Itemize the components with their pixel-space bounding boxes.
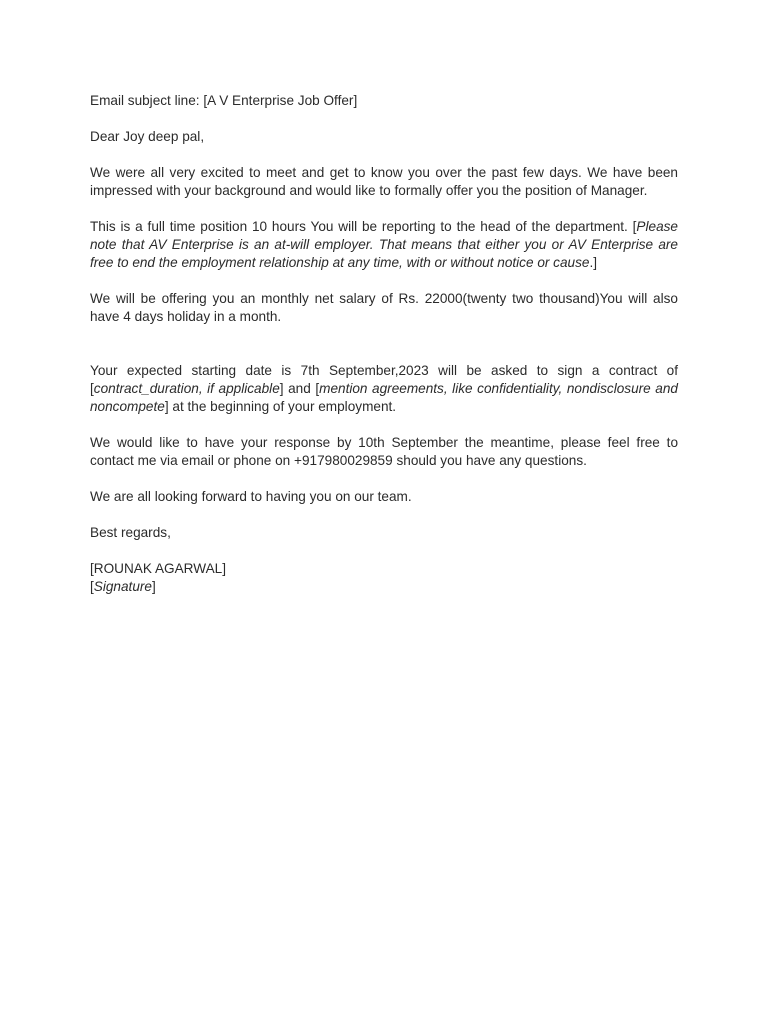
- letter-body: [90, 92, 678, 596]
- start-date-text-2: ] and [: [279, 381, 320, 396]
- signature-open-bracket: [: [90, 579, 94, 594]
- closing: Best regards,: [90, 525, 171, 540]
- agreements-placeholder: mention agreements, like confidentiality, nondisclosure and noncompete: [90, 381, 678, 414]
- position-text: This is a full time position 10 hours You will be reporting to the head of the department. [: [90, 219, 637, 234]
- paragraph-response: We would like to have your response by 10th September the meantime, please feel free to contact me via email or phone on +917980029859 should you have any questions.: [90, 435, 678, 468]
- paragraph-team: We are all looking forward to having you on our team.: [90, 489, 412, 504]
- signature-close-bracket: ]: [151, 579, 156, 594]
- at-will-note: Please note that AV Enterprise is an at-will employer. That means that either you or AV Enterprise are free to end the employment relationship at any time, with or without notice or cause: [90, 219, 678, 270]
- paragraph-salary: We will be offering you an monthly net salary of Rs. 22000(twenty two thousand)You will also have 4 days holiday in a month.: [90, 291, 678, 324]
- paragraph-position: [90, 218, 678, 272]
- paragraph-offer: We were all very excited to meet and get to know you over the past few days. We have been impressed with your background and would like to formally offer you the position of Manager.: [90, 165, 678, 198]
- start-date-text: Your expected starting date is 7th September,2023 will be asked to sign a contract of [: [90, 363, 678, 396]
- sender-name: [ROUNAK AGARWAL]: [90, 561, 226, 576]
- contract-duration-placeholder: contract_duration, if applicable: [93, 381, 280, 396]
- signature-line: [90, 578, 678, 596]
- email-subject-line: Email subject line: [A V Enterprise Job Offer]: [90, 93, 358, 108]
- start-date-text-3: ] at the beginning of your employment.: [164, 399, 397, 414]
- greeting: Dear Joy deep pal,: [90, 129, 205, 144]
- paragraph-start-date: [90, 362, 678, 416]
- signature-placeholder: Signature: [93, 579, 152, 594]
- at-will-note-close: .]: [589, 255, 598, 270]
